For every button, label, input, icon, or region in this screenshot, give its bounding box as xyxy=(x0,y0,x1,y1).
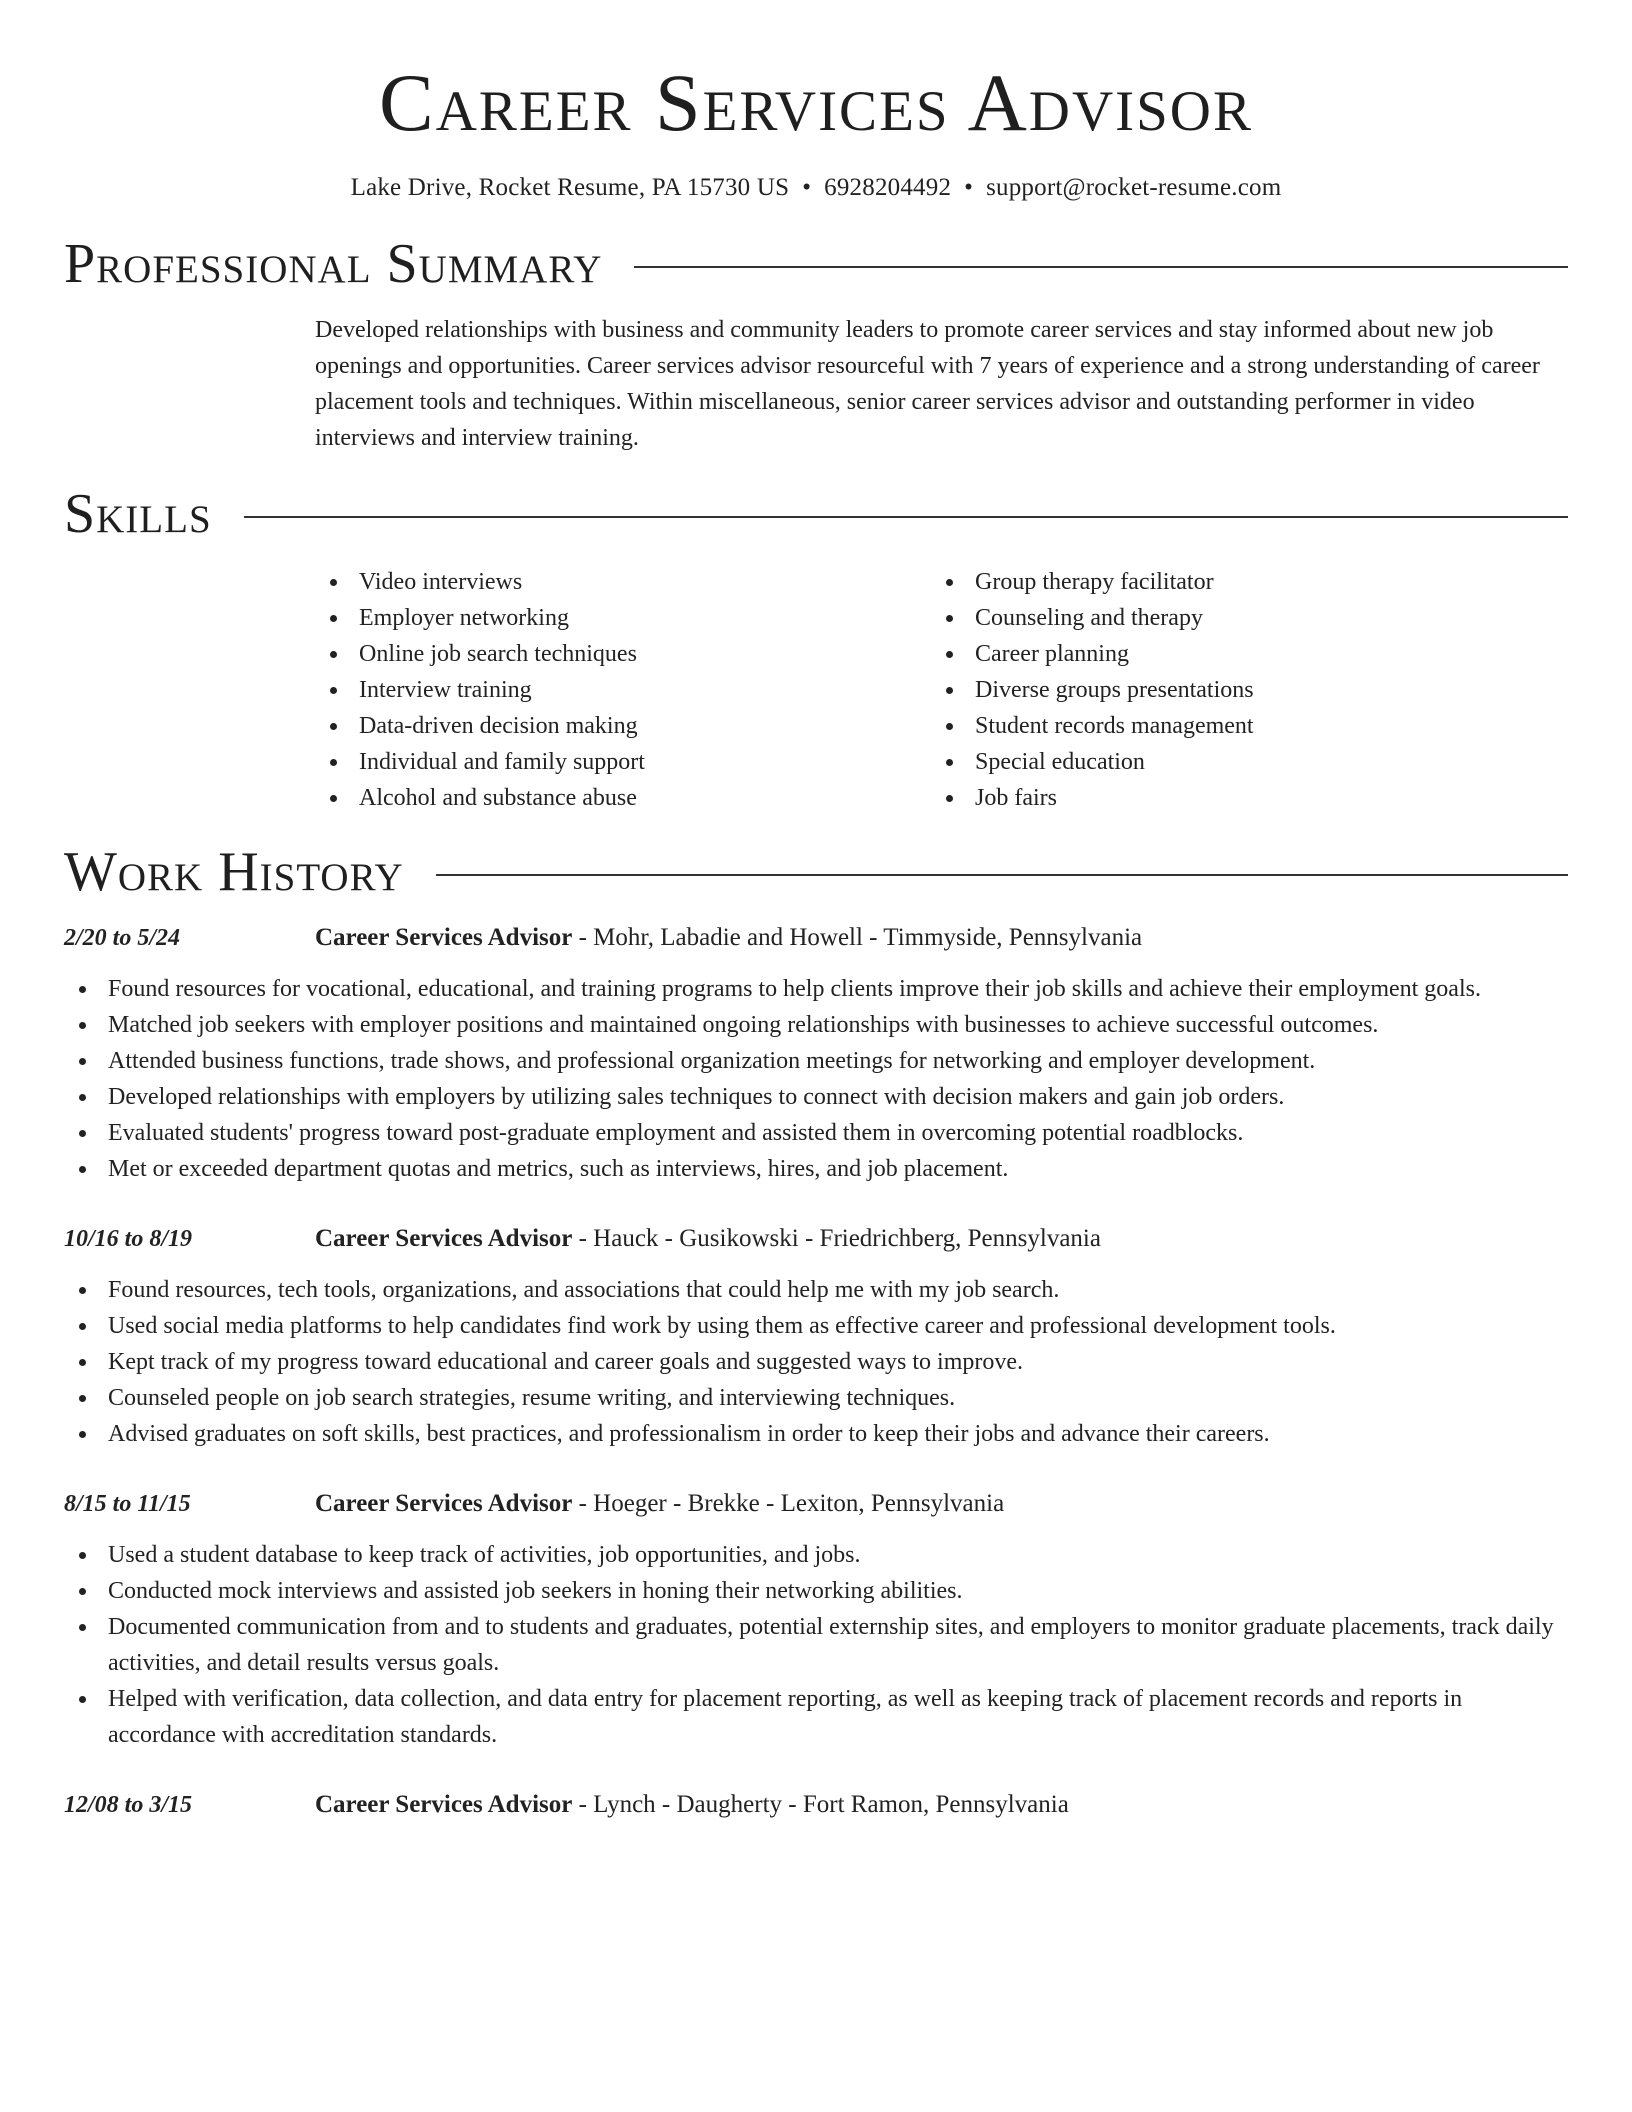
skills-column-left xyxy=(315,564,931,816)
job-title-line xyxy=(315,1486,1004,1522)
job-bullet: Matched job seekers with employer positions and maintained ongoing relationships with businesses to achieve successful outcomes. xyxy=(64,1007,1568,1043)
skill-item: Alcohol and substance abuse xyxy=(315,780,931,816)
job-bullet-list xyxy=(64,1537,1568,1753)
job-title-line xyxy=(315,1221,1101,1257)
job-bullet: Kept track of my progress toward educational and career goals and suggested ways to improve. xyxy=(64,1344,1568,1380)
job-employer-location: - Lynch - Daugherty - Fort Ramon, Pennsylvania xyxy=(572,1791,1069,1818)
summary-section-header xyxy=(64,233,1568,295)
job-dates: 12/08 to 3/15 xyxy=(64,1792,193,1818)
job-header xyxy=(64,1486,1568,1522)
job-dates: 10/16 to 8/19 xyxy=(64,1226,193,1252)
job-title: Career Services Advisor xyxy=(315,1490,573,1517)
skill-item: Counseling and therapy xyxy=(931,600,1547,636)
job-bullet-list xyxy=(64,971,1568,1187)
job-bullet: Met or exceeded department quotas and metrics, such as interviews, hires, and job placement. xyxy=(64,1151,1568,1187)
job-employer-location: - Mohr, Labadie and Howell - Timmyside, Pennsylvania xyxy=(572,924,1143,951)
job-title-line xyxy=(315,1787,1069,1823)
job-entry xyxy=(64,1787,1568,1823)
job-bullet-list xyxy=(64,1272,1568,1452)
skill-item: Student records management xyxy=(931,708,1547,744)
work-section-title: Work History xyxy=(64,841,404,903)
job-bullet: Used a student database to keep track of activities, job opportunities, and jobs. xyxy=(64,1537,1568,1573)
section-divider xyxy=(436,874,1568,876)
work-section-header xyxy=(64,841,1568,903)
job-employer-location: - Hoeger - Brekke - Lexiton, Pennsylvania xyxy=(572,1490,1005,1517)
skill-item: Group therapy facilitator xyxy=(931,564,1547,600)
job-title: Career Services Advisor xyxy=(315,1225,573,1252)
job-title-line xyxy=(315,920,1142,956)
job-header xyxy=(64,920,1568,956)
job-entry xyxy=(64,920,1568,1187)
job-bullet: Attended business functions, trade shows, and professional organization meetings for networking and employer development. xyxy=(64,1043,1568,1079)
skill-item: Special education xyxy=(931,744,1547,780)
job-dates: 8/15 to 11/15 xyxy=(64,1491,191,1517)
skill-item: Career planning xyxy=(931,636,1547,672)
job-header xyxy=(64,1787,1568,1823)
work-history-list xyxy=(64,920,1568,1823)
skill-item: Data-driven decision making xyxy=(315,708,931,744)
skill-item: Video interviews xyxy=(315,564,931,600)
job-header xyxy=(64,1221,1568,1257)
contact-address: Lake Drive, Rocket Resume, PA 15730 US xyxy=(350,174,790,201)
resume-name: Career Services Advisor xyxy=(379,57,1253,148)
job-title: Career Services Advisor xyxy=(315,924,573,951)
job-entry xyxy=(64,1221,1568,1452)
summary-section-title: Professional Summary xyxy=(64,233,603,295)
job-bullet: Found resources for vocational, educational, and training programs to help clients improve their job skills and achieve their employment goals. xyxy=(64,971,1568,1007)
summary-text: Developed relationships with business and community leaders to promote career services and stay informed about new job openings and opportunities. Career services advisor resourceful with 7 years of experience and a strong understanding of career placement tools and techniques. Within miscellaneous, senior career services advisor and outstanding performer in video interviews and interview training. xyxy=(315,317,1540,451)
job-bullet: Used social media platforms to help candidates find work by using them as effective career and professional development tools. xyxy=(64,1308,1568,1344)
job-bullet: Helped with verification, data collection, and data entry for placement reporting, as well as keeping track of placement records and reports in accordance with accreditation standards. xyxy=(64,1681,1568,1753)
job-bullet: Found resources, tech tools, organizations, and associations that could help me with my job search. xyxy=(64,1272,1568,1308)
section-divider xyxy=(244,516,1568,518)
skill-item: Job fairs xyxy=(931,780,1547,816)
job-bullet: Counseled people on job search strategies, resume writing, and interviewing techniques. xyxy=(64,1380,1568,1416)
skill-item: Diverse groups presentations xyxy=(931,672,1547,708)
skills-section-title: Skills xyxy=(64,483,212,545)
job-bullet: Developed relationships with employers by utilizing sales techniques to connect with decision makers and gain job orders. xyxy=(64,1079,1568,1115)
skill-item: Online job search techniques xyxy=(315,636,931,672)
job-bullet: Evaluated students' progress toward post-graduate employment and assisted them in overcoming potential roadblocks. xyxy=(64,1115,1568,1151)
skills-column-right xyxy=(931,564,1547,816)
contact-separator: • xyxy=(964,174,974,201)
skills-section-header xyxy=(64,483,1568,545)
job-dates: 2/20 to 5/24 xyxy=(64,925,181,951)
skill-item: Employer networking xyxy=(315,600,931,636)
section-divider xyxy=(634,266,1568,268)
contact-line xyxy=(64,174,1568,202)
contact-separator: • xyxy=(802,174,812,201)
contact-email: support@rocket-resume.com xyxy=(986,174,1282,201)
skills-list xyxy=(315,564,1568,816)
job-bullet: Conducted mock interviews and assisted job seekers in honing their networking abilities. xyxy=(64,1573,1568,1609)
job-employer-location: - Hauck - Gusikowski - Friedrichberg, Pennsylvania xyxy=(572,1225,1101,1252)
job-title: Career Services Advisor xyxy=(315,1791,573,1818)
job-entry xyxy=(64,1486,1568,1753)
job-bullet: Documented communication from and to students and graduates, potential externship sites, and employers to monitor graduate placements, track daily activities, and detail results versus goals. xyxy=(64,1609,1568,1681)
job-bullet: Advised graduates on soft skills, best practices, and professionalism in order to keep their jobs and advance their careers. xyxy=(64,1416,1568,1452)
contact-phone: 6928204492 xyxy=(824,174,952,201)
skill-item: Interview training xyxy=(315,672,931,708)
skill-item: Individual and family support xyxy=(315,744,931,780)
